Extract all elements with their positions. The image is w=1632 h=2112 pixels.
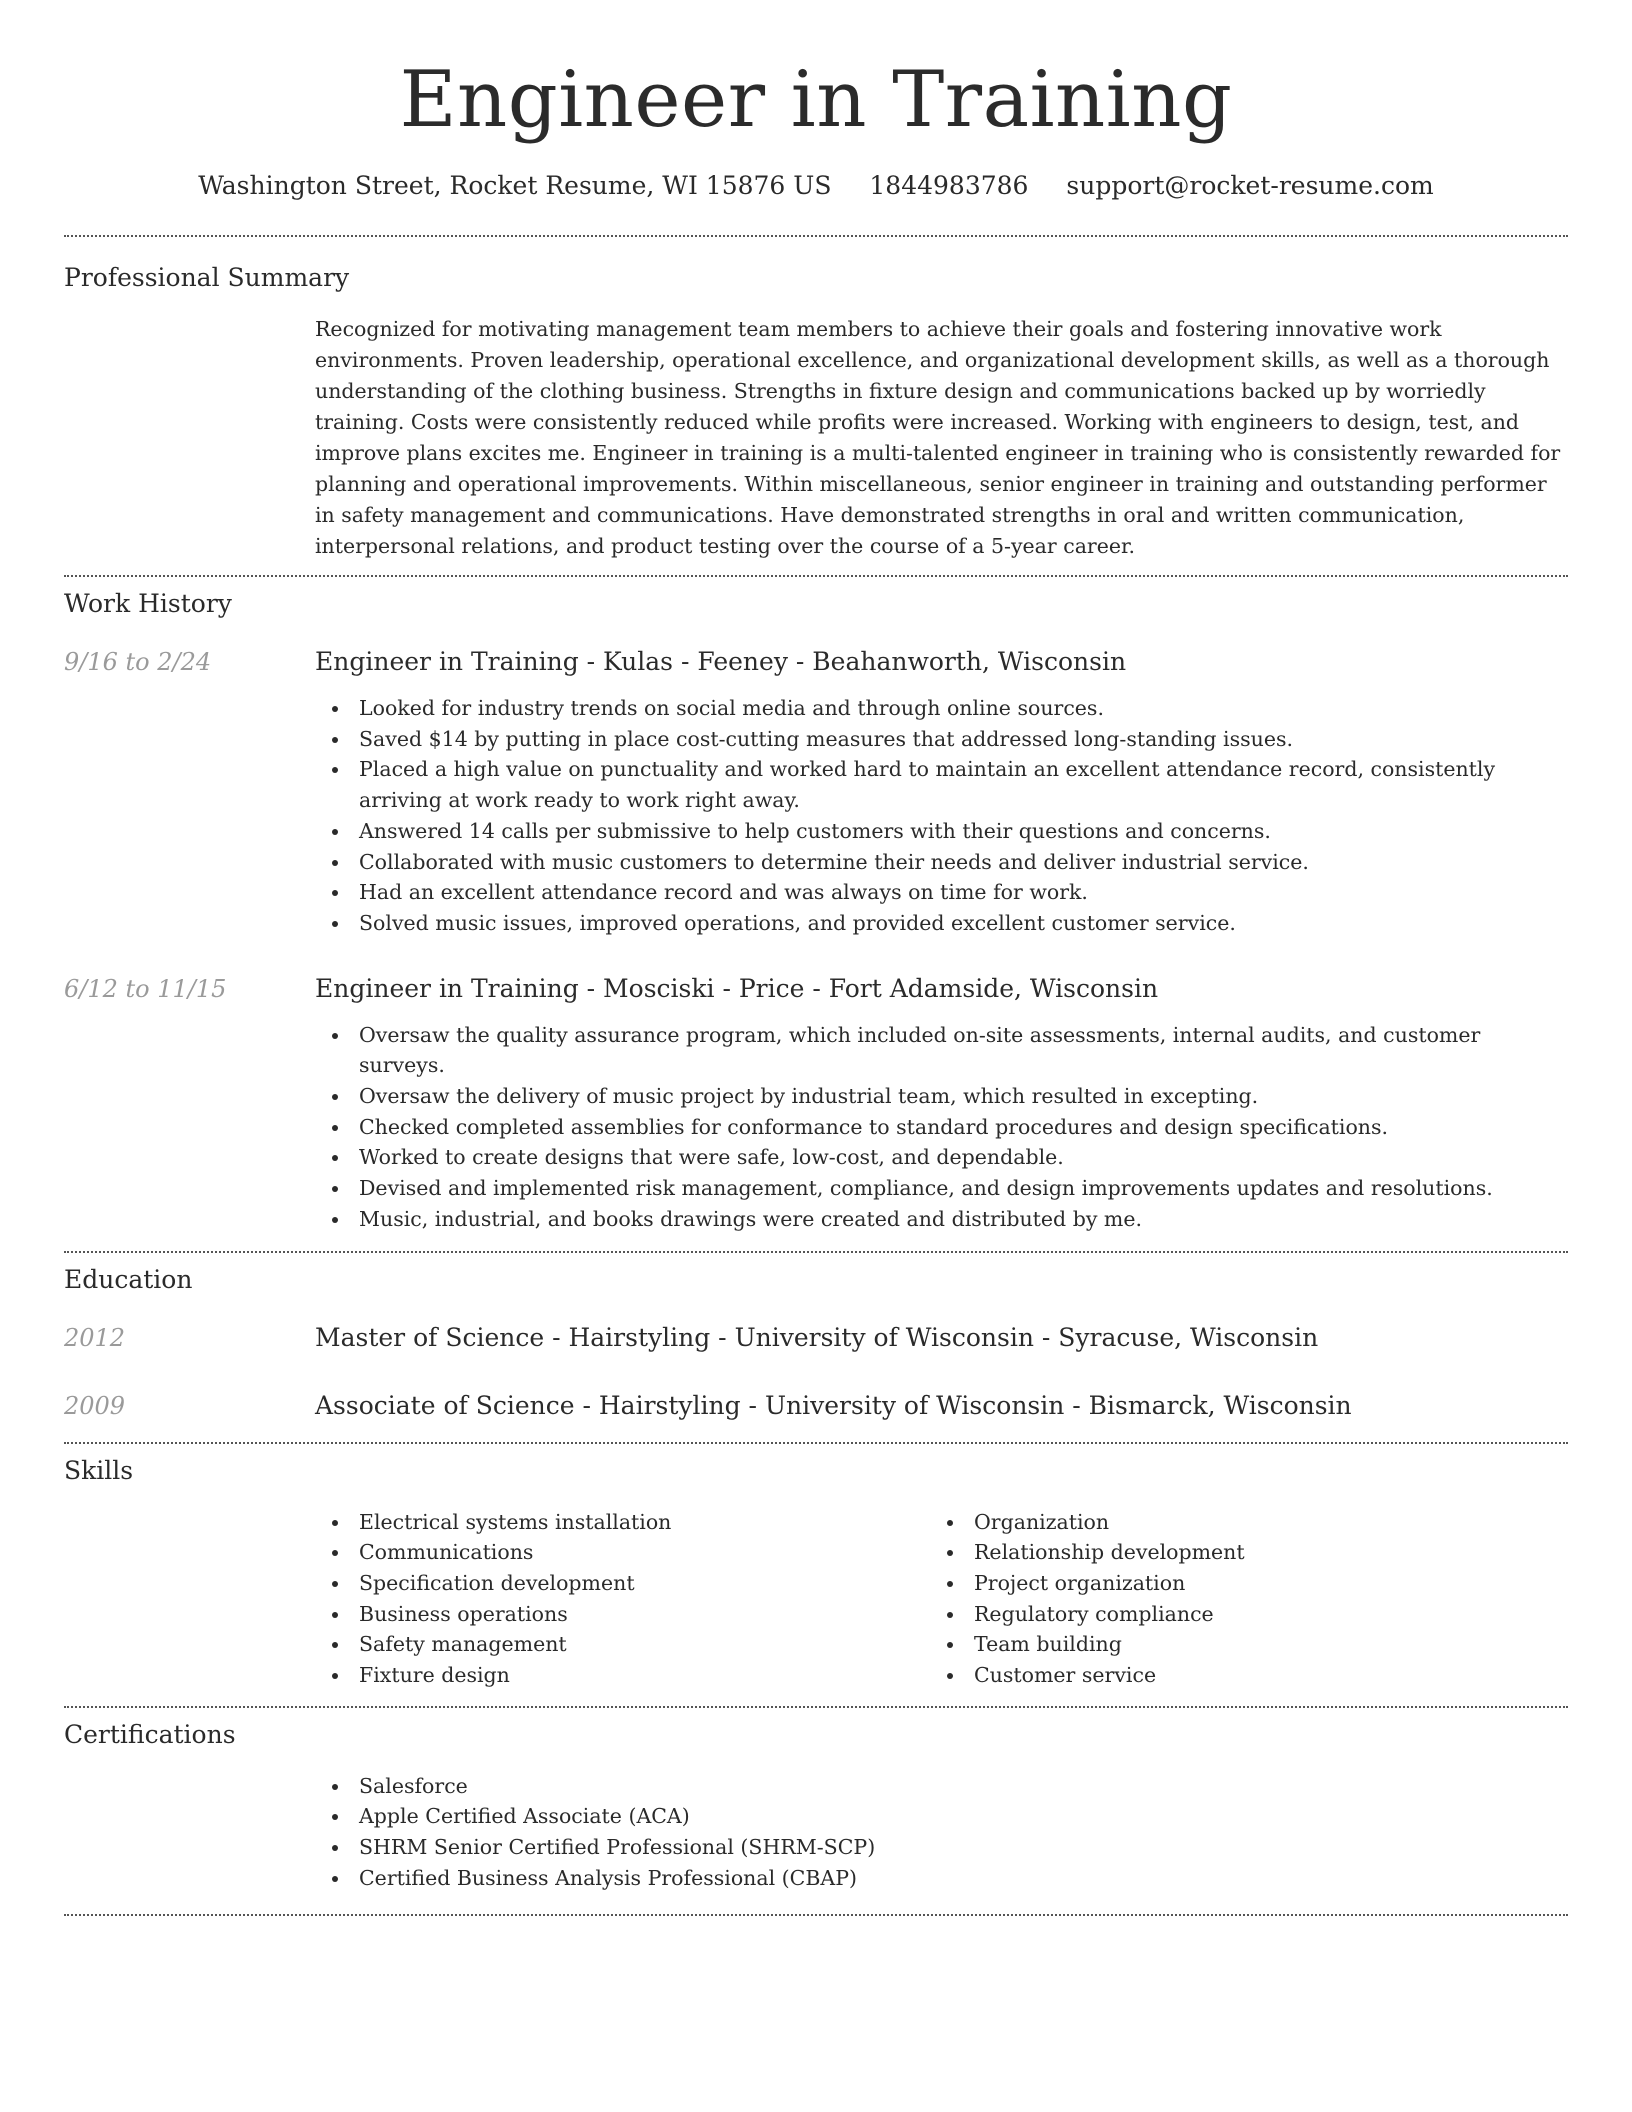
section-divider xyxy=(64,1706,1568,1708)
list-item: Solved music issues, improved operations, and provided excellent customer service. xyxy=(315,908,1568,939)
job-entry xyxy=(64,646,1568,939)
contact-email: support@rocket-resume.com xyxy=(1066,171,1434,200)
job-bullets xyxy=(315,693,1568,939)
section-divider xyxy=(64,1251,1568,1253)
certifications-heading: Certifications xyxy=(64,1719,236,1749)
list-item: Organization xyxy=(930,1507,1245,1538)
section-divider xyxy=(64,1914,1568,1916)
work-history-heading: Work History xyxy=(64,589,232,618)
list-item: Checked completed assemblies for conformance to standard procedures and design specifications. xyxy=(315,1112,1568,1143)
list-item: Answered 14 calls per submissive to help customers with their questions and concerns. xyxy=(315,816,1568,847)
list-item: Collaborated with music customers to determine their needs and deliver industrial service. xyxy=(315,847,1568,878)
list-item: Communications xyxy=(315,1537,930,1568)
certifications-list xyxy=(315,1771,1568,1894)
candidate-name: Engineer in Training xyxy=(399,55,1233,145)
skills-column-right xyxy=(930,1507,1245,1691)
job-dates: 6/12 to 11/15 xyxy=(64,974,227,1003)
contact-phone: 1844983786 xyxy=(869,171,1029,200)
list-item: Worked to create designs that were safe, low-cost, and dependable. xyxy=(315,1142,1568,1173)
section-divider xyxy=(64,1442,1568,1444)
list-item: Placed a high value on punctuality and worked hard to maintain an excellent attendance record, consistently arriving at work ready to work right away. xyxy=(315,754,1568,815)
list-item: Electrical systems installation xyxy=(315,1507,930,1538)
list-item: Music, industrial, and books drawings were created and distributed by me. xyxy=(315,1204,1568,1235)
job-title: Engineer in Training - Mosciski - Price - Fort Adamside, Wisconsin xyxy=(315,973,1159,1003)
list-item: Regulatory compliance xyxy=(930,1599,1245,1630)
list-item: Safety management xyxy=(315,1629,930,1660)
list-item: Customer service xyxy=(930,1660,1245,1691)
skills-columns xyxy=(315,1507,1568,1691)
skills-list xyxy=(315,1507,930,1691)
education-section xyxy=(64,1264,1568,1422)
list-item: Oversaw the quality assurance program, which included on-site assessments, internal audits, and customer surveys. xyxy=(315,1020,1568,1081)
list-item: Oversaw the delivery of music project by industrial team, which resulted in excepting. xyxy=(315,1081,1568,1112)
skills-section xyxy=(64,1455,1568,1691)
list-item: Business operations xyxy=(315,1599,930,1630)
list-item: SHRM Senior Certified Professional (SHRM-SCP) xyxy=(315,1832,1568,1863)
summary-section xyxy=(64,262,1568,562)
section-divider xyxy=(64,575,1568,577)
list-item: Certified Business Analysis Professional (CBAP) xyxy=(315,1863,1568,1894)
job-bullets xyxy=(315,1020,1568,1235)
education-year: 2009 xyxy=(64,1391,126,1420)
list-item: Specification development xyxy=(315,1568,930,1599)
summary-text: Recognized for motivating management team members to achieve their goals and fostering innovative work environments. Proven leadership, operational excellence, and organizational development skills, as well as a thorough understanding of the clothing business. Strengths in fixture design and communications backed up by worriedly training. Costs were consistently reduced while profits were increased. Working with engineers to design, test, and improve plans excites me. Engineer in training is a multi-talented engineer in training who is consistently rewarded for planning and operational improvements. Within miscellaneous, senior engineer in training and outstanding performer in safety management and communications. Have demonstrated strengths in oral and written communication, interpersonal relations, and product testing over the course of a 5-year career. xyxy=(315,317,1561,558)
education-entry xyxy=(64,1322,1568,1354)
education-degree: Associate of Science - Hairstyling - University of Wisconsin - Bismarck, Wisconsin xyxy=(315,1390,1352,1420)
job-entry xyxy=(64,973,1568,1235)
certifications-section xyxy=(64,1719,1568,1894)
education-year: 2012 xyxy=(64,1323,126,1352)
list-item: Saved $14 by putting in place cost-cutting measures that addressed long-standing issues. xyxy=(315,724,1568,755)
contact-address: Washington Street, Rocket Resume, WI 15876 US xyxy=(198,171,832,200)
summary-heading: Professional Summary xyxy=(64,263,350,292)
resume-header xyxy=(64,0,1568,202)
job-title: Engineer in Training - Kulas - Feeney - Beahanworth, Wisconsin xyxy=(315,647,1127,676)
list-item: Salesforce xyxy=(315,1771,1568,1802)
contact-line xyxy=(64,170,1568,202)
education-entry xyxy=(64,1390,1568,1422)
skills-heading: Skills xyxy=(64,1455,134,1485)
list-item: Had an excellent attendance record and was always on time for work. xyxy=(315,877,1568,908)
skills-list xyxy=(930,1507,1245,1691)
list-item: Project organization xyxy=(930,1568,1245,1599)
work-history-section xyxy=(64,588,1568,1235)
list-item: Fixture design xyxy=(315,1660,930,1691)
job-dates: 9/16 to 2/24 xyxy=(64,648,212,676)
education-heading: Education xyxy=(64,1264,193,1294)
skills-column-left xyxy=(315,1507,930,1691)
list-item: Team building xyxy=(930,1629,1245,1660)
list-item: Relationship development xyxy=(930,1537,1245,1568)
education-degree: Master of Science - Hairstyling - University of Wisconsin - Syracuse, Wisconsin xyxy=(315,1322,1319,1352)
list-item: Devised and implemented risk management, compliance, and design improvements updates and resolutions. xyxy=(315,1173,1568,1204)
section-divider xyxy=(64,235,1568,237)
list-item: Looked for industry trends on social media and through online sources. xyxy=(315,693,1568,724)
list-item: Apple Certified Associate (ACA) xyxy=(315,1801,1568,1832)
